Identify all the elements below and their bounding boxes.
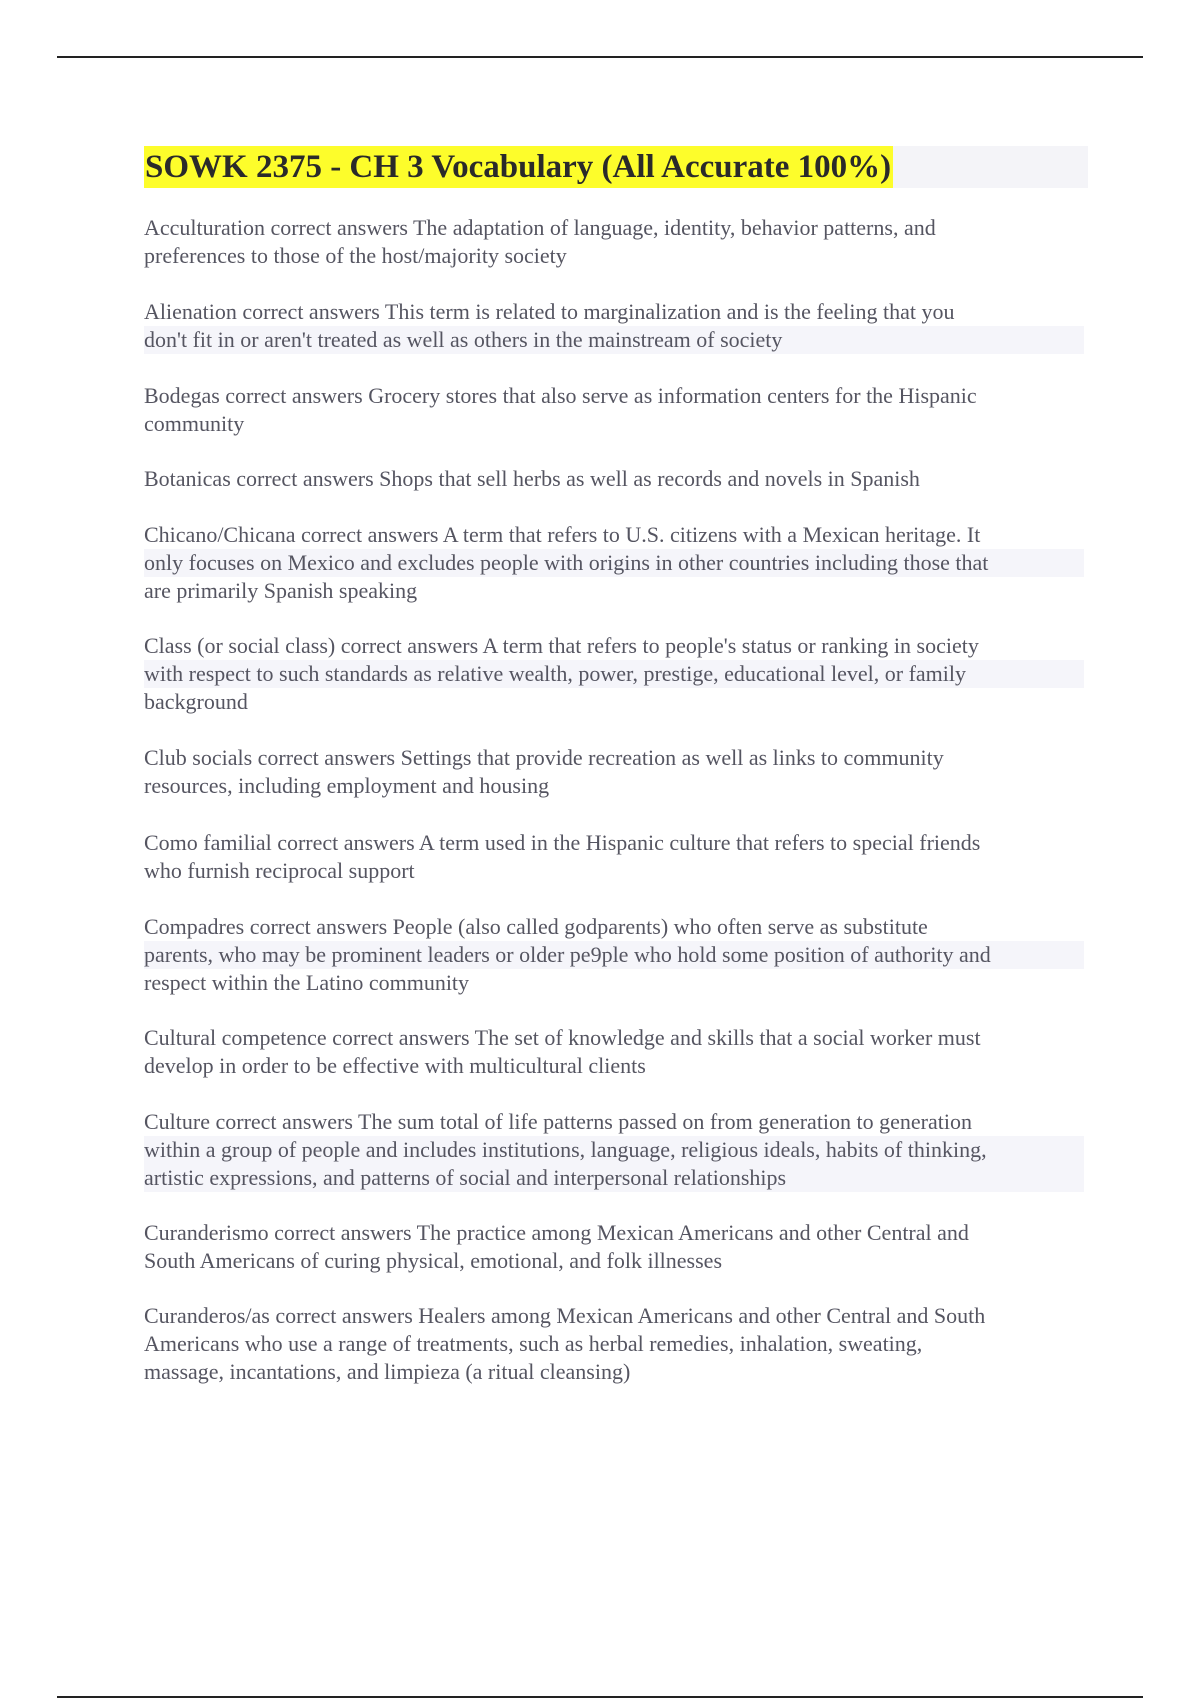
entry-line: Club socials correct answers Settings that provide recreation as well as links to community — [144, 745, 944, 770]
entry-line: preferences to those of the host/majority society — [144, 243, 567, 268]
entry-line: Compadres correct answers People (also called godparents) who often serve as substitute — [144, 914, 928, 939]
entry-line: who furnish reciprocal support — [144, 858, 415, 883]
vocab-entry-club-socials — [144, 744, 1084, 800]
bottom-rule — [57, 1696, 1143, 1698]
vocab-entry-bodegas — [144, 382, 1084, 438]
vocab-entry-acculturation — [144, 214, 1084, 270]
entry-line: Americans who use a range of treatments, such as herbal remedies, inhalation, sweating, — [144, 1331, 923, 1356]
entry-line: background — [144, 689, 248, 714]
entry-line: resources, including employment and housing — [144, 773, 550, 798]
entry-line: are primarily Spanish speaking — [144, 578, 418, 603]
vocab-entry-class — [144, 632, 1084, 716]
entry-line: only focuses on Mexico and excludes people with origins in other countries including those that — [144, 549, 1084, 577]
entry-line: South Americans of curing physical, emotional, and folk illnesses — [144, 1248, 723, 1273]
entry-line: develop in order to be effective with multicultural clients — [144, 1053, 646, 1078]
entry-line: Acculturation correct answers The adaptation of language, identity, behavior patterns, and — [144, 215, 936, 240]
entry-line: within a group of people and includes institutions, language, religious ideals, habits of thinking, — [144, 1136, 1084, 1164]
entry-line: Botanicas correct answers Shops that sell herbs as well as records and novels in Spanish — [144, 466, 920, 491]
vocab-entry-culture — [144, 1108, 1084, 1192]
entry-line: Alienation correct answers This term is related to marginalization and is the feeling that you — [144, 299, 955, 324]
entry-line: Cultural competence correct answers The set of knowledge and skills that a social worker must — [144, 1025, 981, 1050]
document-title: SOWK 2375 - CH 3 Vocabulary (All Accurate 100%) — [144, 146, 893, 188]
vocab-entry-cultural-competence — [144, 1024, 1084, 1080]
entry-line: Chicano/Chicana correct answers A term that refers to U.S. citizens with a Mexican heritage. It — [144, 522, 981, 547]
vocab-entry-alienation — [144, 298, 1084, 354]
entry-line: Curanderismo correct answers The practice among Mexican Americans and other Central and — [144, 1220, 969, 1245]
entry-line: massage, incantations, and limpieza (a ritual cleansing) — [144, 1359, 631, 1384]
vocab-entry-botanicas — [144, 465, 1084, 493]
entry-line: respect within the Latino community — [144, 970, 470, 995]
vocab-entry-curanderismo — [144, 1219, 1084, 1275]
entry-line: parents, who may be prominent leaders or older pe9ple who hold some position of authority and — [144, 941, 1084, 969]
vocab-entry-como-familial — [144, 829, 1084, 885]
vocab-entry-compadres — [144, 913, 1084, 997]
entry-line: Class (or social class) correct answers A term that refers to people's status or ranking in society — [144, 633, 979, 658]
entry-line: artistic expressions, and patterns of social and interpersonal relationships — [144, 1164, 1084, 1192]
entry-line: Como familial correct answers A term used in the Hispanic culture that refers to special friends — [144, 830, 981, 855]
entry-line: Bodegas correct answers Grocery stores that also serve as information centers for the Hispanic — [144, 383, 977, 408]
vocab-entry-curanderos-as — [144, 1302, 1084, 1386]
entry-line: don't fit in or aren't treated as well as others in the mainstream of society — [144, 326, 1084, 354]
entry-line: Culture correct answers The sum total of life patterns passed on from generation to generation — [144, 1109, 972, 1134]
vocab-entry-chicano-chicana — [144, 521, 1084, 605]
entry-line: Curanderos/as correct answers Healers among Mexican Americans and other Central and South — [144, 1303, 986, 1328]
entry-line: community — [144, 411, 245, 436]
entry-line: with respect to such standards as relative wealth, power, prestige, educational level, or family — [144, 660, 1084, 688]
